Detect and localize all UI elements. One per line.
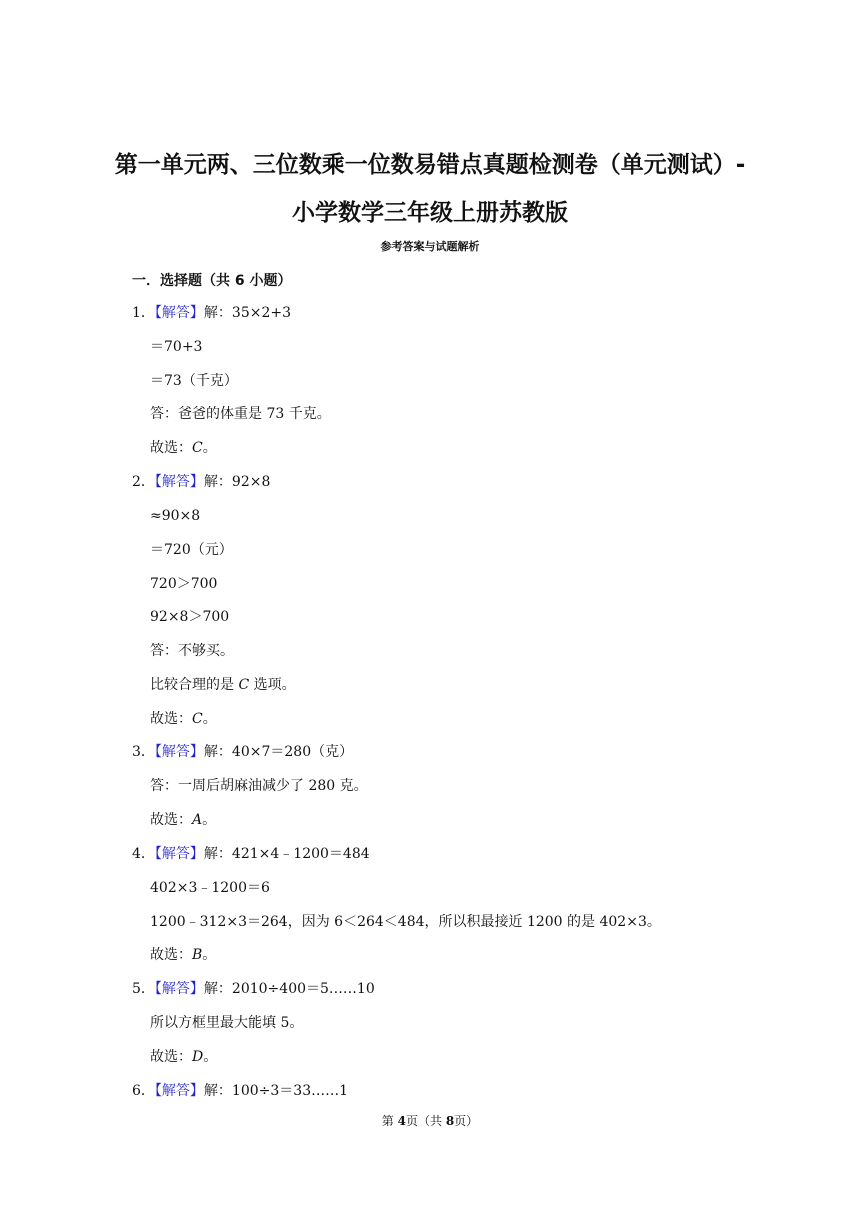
question-5-header <box>132 980 375 998</box>
solution-line: 92×8＞700 <box>150 609 230 625</box>
solution-line: 402×3﹣1200＝6 <box>150 880 270 896</box>
doc-title-line2: 小学数学三年级上册苏教版 <box>292 200 568 226</box>
comparison-line: 比较合理的是 C 选项。 <box>150 677 296 693</box>
question-1-header <box>132 304 291 322</box>
choice-letter: B <box>192 947 203 963</box>
solution-line: 解：40×7＝280（克） <box>203 744 354 760</box>
question-3-header <box>132 743 353 761</box>
question-6-header <box>132 1082 348 1100</box>
answer-tag: 【解答】 <box>154 744 204 760</box>
question-number: 4． <box>132 846 155 862</box>
page-footer: 第 4页（共 8页） <box>381 1114 479 1128</box>
choice-line: 故选：C。 <box>150 711 217 727</box>
solution-line: 答：一周后胡麻油减少了 280 克。 <box>150 778 368 794</box>
solution-line: 720＞700 <box>150 576 218 592</box>
choice-letter: C <box>192 711 203 727</box>
question-number: 3． <box>132 744 155 760</box>
question-number: 2． <box>132 474 155 490</box>
answer-tag: 【解答】 <box>154 474 204 490</box>
choice-letter: C <box>192 440 203 456</box>
section-heading: 一．选择题（共 6 小题） <box>132 273 292 289</box>
choice-letter: A <box>192 812 203 828</box>
answer-tag: 【解答】 <box>154 846 204 862</box>
solution-line: ＝70+3 <box>150 339 203 355</box>
question-number: 1． <box>132 305 155 321</box>
solution-line: 所以方框里最大能填 5。 <box>150 1015 304 1031</box>
answer-tag: 【解答】 <box>154 981 204 997</box>
solution-line: 解：92×8 <box>203 474 271 490</box>
question-4-header <box>132 845 370 863</box>
answer-tag: 【解答】 <box>154 1083 204 1099</box>
solution-line: ＝73（千克） <box>150 373 238 389</box>
choice-letter: D <box>192 1049 204 1065</box>
answer-tag: 【解答】 <box>154 305 204 321</box>
solution-line: ＝720（元） <box>150 542 233 558</box>
solution-line: 答：不够买。 <box>150 643 234 659</box>
solution-line: 解：421×4﹣1200＝484 <box>203 846 370 862</box>
question-2-header <box>132 473 270 491</box>
solution-line: 解：100÷3＝33……1 <box>203 1083 349 1099</box>
choice-line: 故选：B。 <box>150 947 217 963</box>
solution-line: ≈90×8 <box>150 508 201 524</box>
solution-line: 1200﹣312×3＝264，因为 6＜264＜484，所以积最接近 1200 的是 402×3。 <box>150 914 661 930</box>
solution-line: 解：2010÷400＝5……10 <box>203 981 375 997</box>
question-number: 5． <box>132 981 155 997</box>
choice-letter: C <box>238 677 250 693</box>
solution-line: 答：爸爸的体重是 73 千克。 <box>150 406 331 422</box>
choice-line: 故选：D。 <box>150 1049 218 1065</box>
choice-line: 故选：C。 <box>150 440 217 456</box>
page-number: 4 <box>397 1114 406 1128</box>
doc-subtitle: 参考答案与试题解析 <box>380 240 480 253</box>
doc-title-line1: 第一单元两、三位数乘一位数易错点真题检测卷（单元测试）- <box>114 152 746 178</box>
solution-line: 解：35×2+3 <box>203 305 292 321</box>
choice-line: 故选：A。 <box>150 812 217 828</box>
total-pages: 8 <box>445 1114 455 1128</box>
question-number: 6． <box>132 1083 155 1099</box>
